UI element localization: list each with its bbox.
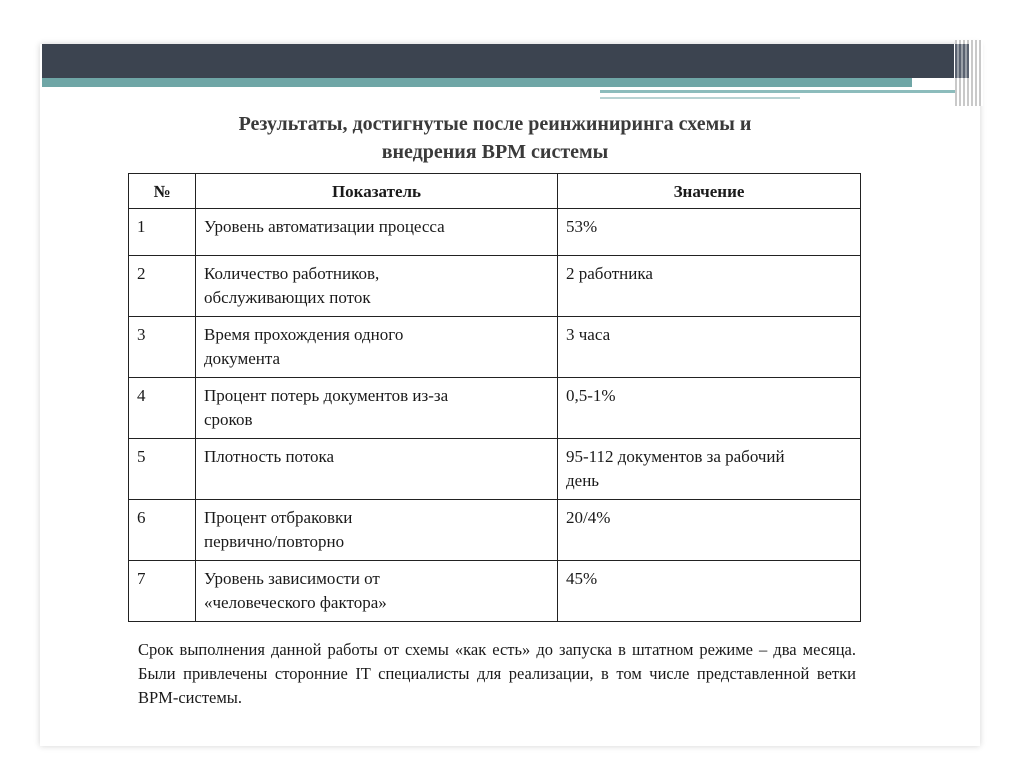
value-line: 95-112 документов за рабочий xyxy=(566,447,785,466)
table-row xyxy=(129,209,861,256)
footnote-text: Срок выполнения данной работы от схемы «как есть» до запуска в штатном режиме – два месяца. Были привлечены сторонние IT специалисты для реализации, в том числе представленной ветки BPM-системы. xyxy=(138,640,856,707)
header-bar xyxy=(42,44,954,78)
row-indicator xyxy=(196,439,558,500)
results-table xyxy=(128,173,861,622)
table-row xyxy=(129,561,861,622)
table-row xyxy=(129,317,861,378)
accent-line xyxy=(600,90,980,93)
row-value xyxy=(558,209,861,256)
row-value xyxy=(558,500,861,561)
row-indicator xyxy=(196,209,558,256)
column-header-value: Значение xyxy=(558,174,861,209)
column-header-number: № xyxy=(129,174,196,209)
indicator-line: Количество работников, xyxy=(204,264,380,283)
indicator-line: Процент потерь документов из-за xyxy=(204,386,449,405)
value-line: день xyxy=(566,471,600,490)
value-line: 20/4% xyxy=(566,508,611,527)
table-row xyxy=(129,256,861,317)
row-value xyxy=(558,439,861,500)
column-header-indicator: Показатель xyxy=(196,174,558,209)
indicator-line: сроков xyxy=(204,410,253,429)
value-line: 45% xyxy=(566,569,598,588)
row-value xyxy=(558,378,861,439)
indicator-line: Уровень зависимости от xyxy=(204,569,380,588)
slide-title xyxy=(150,110,840,166)
row-number: 2 xyxy=(129,256,196,317)
value-line: 0,5-1% xyxy=(566,386,616,405)
row-number: 1 xyxy=(129,209,196,256)
accent-line-secondary xyxy=(600,97,800,99)
indicator-line: первично/повторно xyxy=(204,532,345,551)
row-number: 4 xyxy=(129,378,196,439)
indicator-line: Плотность потока xyxy=(204,447,335,466)
row-number: 5 xyxy=(129,439,196,500)
row-number: 3 xyxy=(129,317,196,378)
row-value xyxy=(558,317,861,378)
table-header-row xyxy=(129,174,861,209)
value-line: 3 часа xyxy=(566,325,611,344)
value-line: 2 работника xyxy=(566,264,653,283)
table-row xyxy=(129,378,861,439)
row-indicator xyxy=(196,500,558,561)
slide-title-line-1: Результаты, достигнутые после реинжиниринга схемы и xyxy=(238,113,752,135)
row-indicator xyxy=(196,561,558,622)
table-row xyxy=(129,500,861,561)
indicator-line: документа xyxy=(204,349,281,368)
indicator-line: обслуживающих поток xyxy=(204,288,371,307)
row-value xyxy=(558,561,861,622)
table-row xyxy=(129,439,861,500)
indicator-line: Время прохождения одного xyxy=(204,325,404,344)
decorative-stripes-dark xyxy=(955,44,969,78)
row-number: 6 xyxy=(129,500,196,561)
row-value xyxy=(558,256,861,317)
slide-title-line-2: внедрения BPM системы xyxy=(381,141,609,163)
value-line: 53% xyxy=(566,217,598,236)
accent-bar xyxy=(42,78,912,87)
indicator-line: Уровень автоматизации процесса xyxy=(204,217,445,236)
indicator-line: Процент отбраковки xyxy=(204,508,353,527)
row-indicator xyxy=(196,256,558,317)
row-indicator xyxy=(196,317,558,378)
indicator-line: «человеческого фактора» xyxy=(204,593,387,612)
row-indicator xyxy=(196,378,558,439)
row-number: 7 xyxy=(129,561,196,622)
